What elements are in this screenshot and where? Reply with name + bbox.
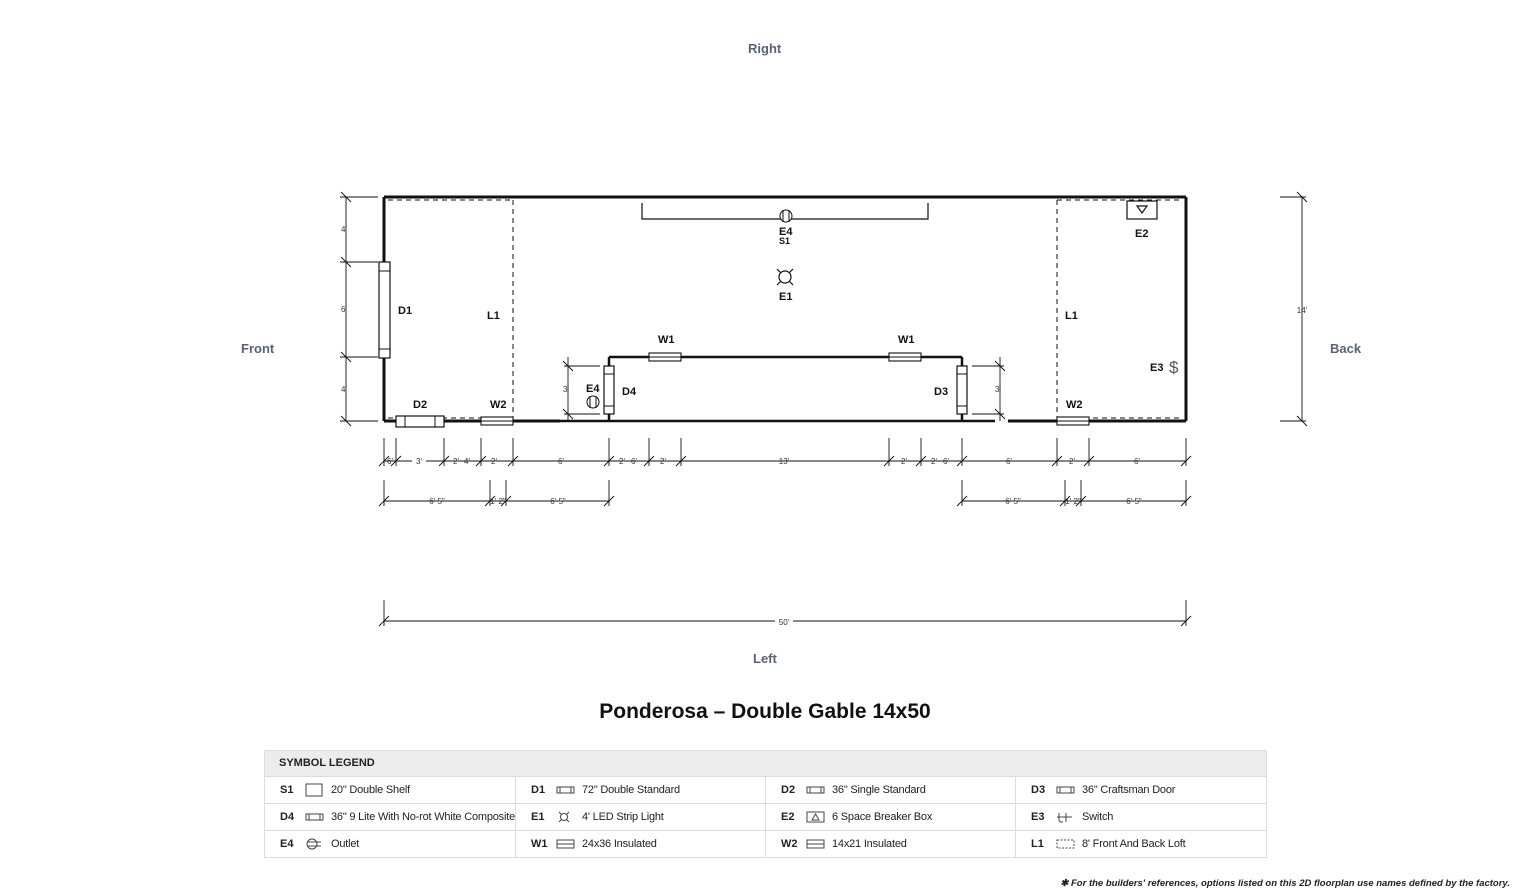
- legend-code: D3: [1031, 784, 1046, 796]
- legend-code: S1: [280, 784, 294, 796]
- door-icon: [1056, 783, 1082, 797]
- dim-row1-12: 6': [943, 457, 949, 466]
- legend-code: E4: [280, 838, 294, 850]
- label-w1-right: W1: [898, 334, 915, 346]
- legend-label: 36" Single Standard: [832, 784, 926, 796]
- legend-label: 4' LED Strip Light: [582, 811, 664, 823]
- dim-row1-15: 6': [1134, 457, 1140, 466]
- dim-row2-right-2: 6' 5": [1126, 497, 1142, 506]
- dim-row2-left-0: 6' 5": [429, 497, 445, 506]
- legend-label: 6 Space Breaker Box: [832, 811, 933, 823]
- legend-item: [765, 777, 1015, 803]
- legend-code: D1: [531, 784, 546, 796]
- window-icon: [556, 837, 582, 851]
- dim-overall: 50': [778, 618, 790, 627]
- loft-icon: [1056, 837, 1082, 851]
- label-s1: S1: [779, 236, 791, 246]
- legend-label: 14x21 Insulated: [832, 838, 907, 850]
- dim-door-left: 3': [563, 385, 569, 394]
- legend-item: [765, 831, 1015, 857]
- dim-row1-2: 2': [453, 457, 459, 466]
- label-e4-top: E4: [779, 226, 793, 238]
- legend-label: 36" 9 Lite With No-rot White Composite: [331, 811, 515, 823]
- label-d3: D3: [934, 386, 949, 398]
- dim-left-3: 4': [341, 385, 347, 394]
- legend-code: W1: [531, 838, 548, 850]
- side-label-left: Left: [753, 651, 777, 666]
- legend-item: [765, 804, 1015, 830]
- legend-code: L1: [1031, 838, 1044, 850]
- legend-item: [1015, 777, 1265, 803]
- door-icon: [305, 810, 331, 824]
- outlet-icon: [305, 837, 331, 851]
- legend-row: [265, 830, 1266, 857]
- dim-row1-6: 2': [619, 457, 625, 466]
- legend-code: E2: [781, 811, 795, 823]
- light-icon: [777, 269, 793, 285]
- outlet-icon: [587, 396, 599, 408]
- dimension-row-1-labels: [387, 455, 1140, 466]
- side-label-back: Back: [1330, 341, 1362, 356]
- legend-code: E1: [531, 811, 545, 823]
- door-icon: [806, 783, 832, 797]
- label-d1: D1: [398, 305, 413, 317]
- dim-row1-9: 13': [778, 457, 790, 466]
- legend-item: [515, 777, 765, 803]
- label-e1: E1: [779, 291, 793, 303]
- legend-label: 72" Double Standard: [582, 784, 680, 796]
- dim-left-1: 4': [341, 225, 347, 234]
- dim-row2-left-1: 1' 2": [490, 497, 506, 506]
- legend-label: Outlet: [331, 838, 360, 850]
- label-l1-front: L1: [487, 310, 500, 322]
- legend-label: Switch: [1082, 811, 1114, 823]
- dim-row1-11: 2': [931, 457, 937, 466]
- door-d3: [957, 366, 967, 414]
- legend-label: 20" Double Shelf: [331, 784, 410, 796]
- door-d4: [604, 366, 614, 414]
- legend-item: [265, 777, 515, 803]
- switch-icon: $: [1169, 358, 1179, 377]
- door-icon: [556, 783, 582, 797]
- dim-row1-13: 6': [1006, 457, 1012, 466]
- label-w2-left: W2: [490, 399, 507, 411]
- label-e2: E2: [1135, 228, 1149, 240]
- dim-door-right: 3': [995, 385, 1001, 394]
- dim-row1-5: 6': [558, 457, 564, 466]
- door-d1: [379, 262, 390, 358]
- side-label-front: Front: [241, 341, 275, 356]
- dim-row1-3: 4': [464, 457, 470, 466]
- label-d4: D4: [622, 386, 637, 398]
- legend-heading: SYMBOL LEGEND: [265, 751, 1266, 776]
- legend-item: [265, 831, 515, 857]
- legend-code: D2: [781, 784, 796, 796]
- switch-icon: [1056, 810, 1082, 824]
- dim-row2-right-1: 1' 2": [1065, 497, 1081, 506]
- legend-row: [265, 776, 1266, 803]
- legend-label: 8' Front And Back Loft: [1082, 838, 1186, 850]
- legend-item: [1015, 831, 1265, 857]
- light-icon: [556, 810, 582, 824]
- dim-row1-10: 2': [901, 457, 907, 466]
- window-icon: [806, 837, 832, 851]
- breaker-icon: [1127, 201, 1157, 219]
- legend-item: [515, 831, 765, 857]
- legend-code: W2: [781, 838, 798, 850]
- dim-row1-7: 6': [631, 457, 637, 466]
- dim-row1-8: 2': [660, 457, 666, 466]
- dim-row1-4: 2': [491, 457, 497, 466]
- label-l1-back: L1: [1065, 310, 1078, 322]
- outlet-icon: [780, 210, 792, 222]
- dim-row2-right-0: 6' 5": [1005, 497, 1021, 506]
- label-w1-left: W1: [658, 334, 675, 346]
- legend-code: E3: [1031, 811, 1045, 823]
- label-e3: E3: [1150, 362, 1164, 374]
- dim-row1-1: 3': [416, 457, 422, 466]
- symbol-legend: [264, 750, 1267, 858]
- dim-row1-14: 2': [1069, 457, 1075, 466]
- legend-item: [1015, 804, 1265, 830]
- dim-left-2: 6': [341, 305, 347, 314]
- footnote: ✱ For the builders' references, options listed on this 2D floorplan use names defined by the factory.: [1060, 878, 1510, 889]
- legend-label: 36" Craftsman Door: [1082, 784, 1176, 796]
- dim-row1-0: 6': [387, 457, 393, 466]
- legend-item: [265, 804, 515, 830]
- shelf-icon: [305, 783, 331, 797]
- breaker-icon: [806, 810, 832, 824]
- legend-label: 24x36 Insulated: [582, 838, 657, 850]
- legend-item: [515, 804, 765, 830]
- legend-row: [265, 803, 1266, 830]
- door-d2: [396, 416, 444, 427]
- legend-code: D4: [280, 811, 295, 823]
- label-e4-porch: E4: [586, 383, 600, 395]
- dim-row2-left-2: 6' 5": [550, 497, 566, 506]
- side-label-right: Right: [748, 41, 782, 56]
- dimension-row-2-labels: [429, 497, 1142, 506]
- label-d2: D2: [413, 399, 428, 411]
- label-w2-right: W2: [1066, 399, 1083, 411]
- plan-title: Ponderosa – Double Gable 14x50: [599, 700, 931, 723]
- dim-right-1: 14': [1296, 306, 1308, 315]
